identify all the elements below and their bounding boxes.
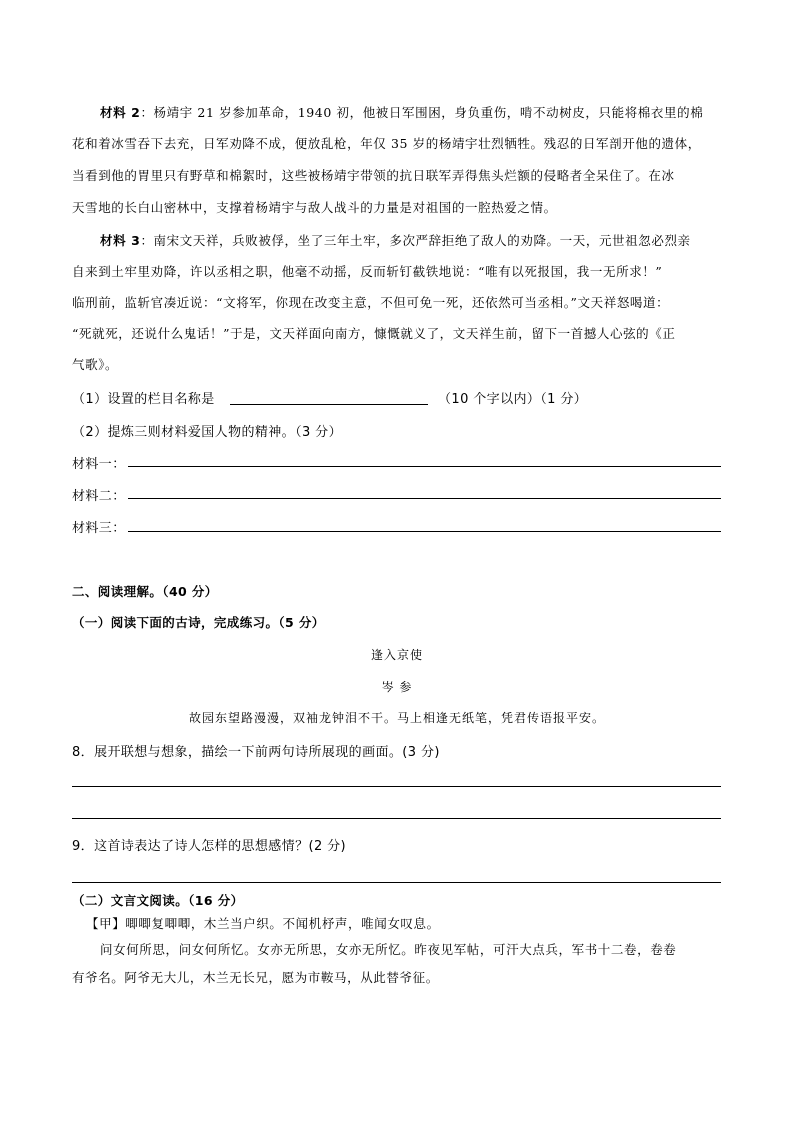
material-3-line-4: “死就死，还说什么鬼话！”于是，文天祥面向南方，慷慨就义了，文天祥生前，留下一首撼人心弦的《正 xyxy=(72,326,676,341)
question-9-answer-line[interactable] xyxy=(72,882,721,883)
material-3-line-3: 临刑前，监斩官凑近说：“文将军，你现在改变主意，不但可免一死，还依然可当丞相。”文天祥怒喝道： xyxy=(72,295,670,310)
poem-author: 岑 参 xyxy=(381,680,413,694)
material-2-line-1: 材料 2：杨靖宇 21 岁参加革命，1940 初，他被日军围困，身负重伤，啃不动树皮，只能将棉衣里的棉 xyxy=(100,105,704,120)
question-9-text: 9．这首诗表达了诗人怎样的思想感情？(2 分) xyxy=(72,839,347,854)
material-3-line-1: 材料 3：南宋文天祥，兵败被俘，坐了三年土牢，多次严辞拒绝了敌人的劝降。一天，元世祖忽必烈亲 xyxy=(100,233,691,248)
question-1-suffix: （10 个字以内）（1 分） xyxy=(438,392,588,407)
material-3-line-5: 气歌》。 xyxy=(72,357,119,372)
material-2-line-4: 天雪地的长白山密林中，支撑着杨靖宇与敌人战斗的力量是对祖国的一腔热爱之情。 xyxy=(72,200,557,215)
poem-text: 故园东望路漫漫，双袖龙钟泪不干。马上相逢无纸笔，凭君传语报平安。 xyxy=(188,711,605,725)
question-1-prefix: （1）设置的栏目名称是 xyxy=(72,392,215,407)
question-8-answer-line-1[interactable] xyxy=(72,786,721,787)
material-2-label: 材料 2 xyxy=(100,105,141,120)
answer-line-1[interactable] xyxy=(128,466,721,467)
classical-line-1: 【甲】唧唧复唧唧，木兰当户织。不闻机杼声，唯闻女叹息。 xyxy=(86,916,440,931)
classical-line-2: 问女何所思，问女何所忆。女亦无所思，女亦无所忆。昨夜见军帖，可汗大点兵，军书十二卷，卷卷 xyxy=(100,942,677,957)
material-3-label: 材料 3 xyxy=(100,233,141,248)
answer-line-3[interactable] xyxy=(128,531,721,532)
question-1-answer-blank[interactable] xyxy=(230,404,428,405)
question-8-text: 8．展开联想与想象，描绘一下前两句诗所展现的画面。(3 分) xyxy=(72,745,440,760)
part-1-title: （一）阅读下面的古诗，完成练习。（5 分） xyxy=(72,615,325,630)
classical-line-3: 有爷名。阿爷无大儿，木兰无长兄，愿为市鞍马，从此替爷征。 xyxy=(72,970,439,985)
answer-label-3: 材料三： xyxy=(72,521,126,536)
question-8-answer-line-2[interactable] xyxy=(72,818,721,819)
material-2-line-3: 当看到他的胃里只有野草和棉絮时，这些被杨靖宇带领的抗日联军弄得焦头烂额的侵略者全呆住了。在冰 xyxy=(72,168,675,183)
answer-label-2: 材料二： xyxy=(72,489,126,504)
poem-title: 逢入京使 xyxy=(370,648,423,662)
material-2-line-2: 花和着冰雪吞下去充，日军劝降不成，便放乱枪，年仅 35 岁的杨靖宇壮烈牺牲。残忍的日军剖开他的遗体， xyxy=(72,136,701,151)
classical-jia-label: 【甲】 xyxy=(86,916,126,931)
answer-line-2[interactable] xyxy=(128,498,721,499)
question-2-text: （2）提炼三则材料爱国人物的精神。（3 分） xyxy=(72,425,342,440)
section-2-title: 二、阅读理解。（40 分） xyxy=(72,584,218,599)
material-3-line-2: 自来到土牢里劝降，许以丞相之职，他毫不动摇，反而斩钉截铁地说：“唯有以死报国，我一无所求！” xyxy=(72,264,663,279)
part-2-title: （二）文言文阅读。（16 分） xyxy=(72,893,244,908)
answer-label-1: 材料一： xyxy=(72,457,126,472)
